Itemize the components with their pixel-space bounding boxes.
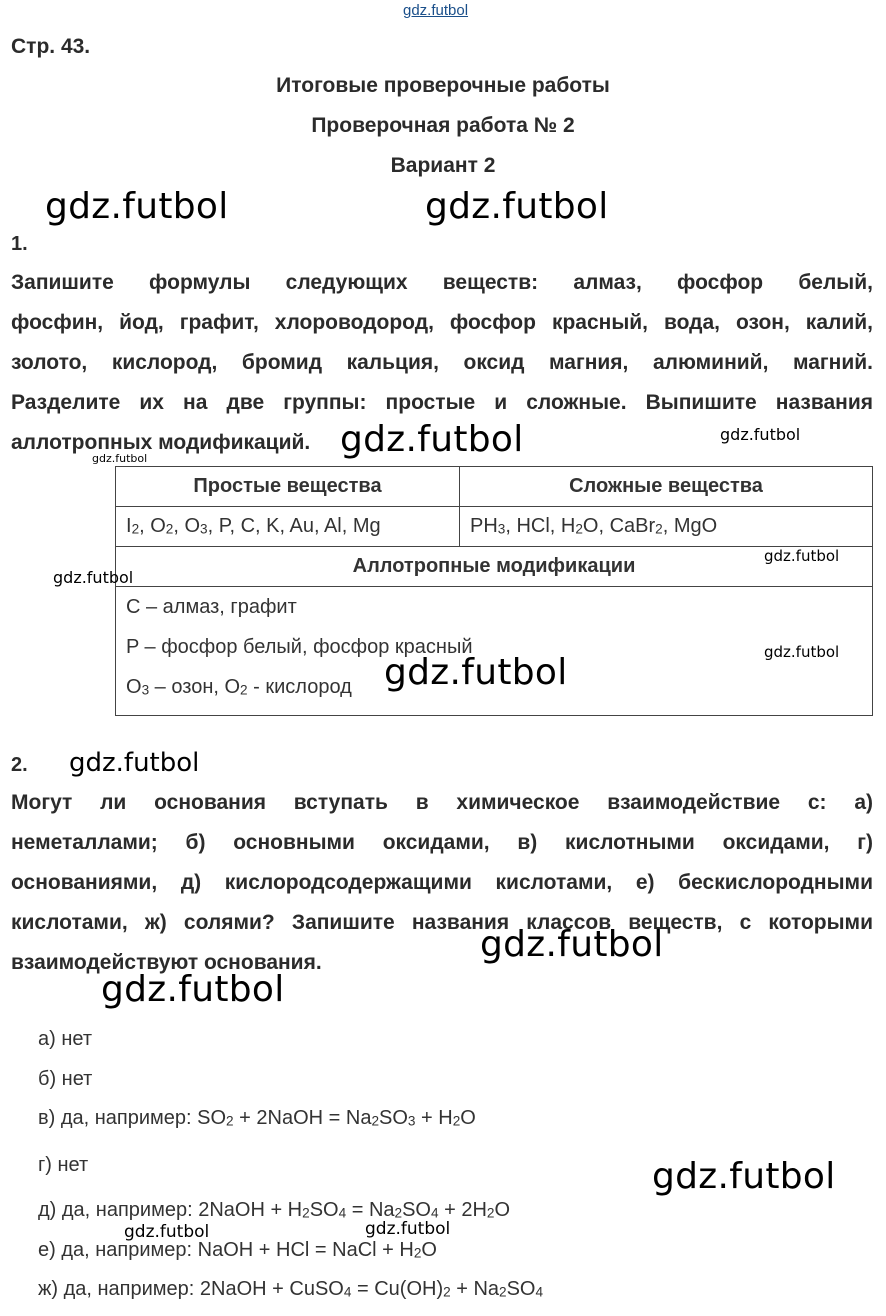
task2-text-line: неметаллами; б) основными оксидами, в) кислотными оксидами, г): [11, 831, 873, 854]
page-number-label: Стр. 43.: [11, 35, 91, 58]
allotropes-header: Аллотропные модификации: [116, 547, 873, 587]
watermark: gdz.futbol: [69, 748, 200, 778]
watermark: gdz.futbol: [764, 547, 840, 565]
allotrope-line: P – фосфор белый, фосфор красный: [126, 636, 473, 658]
watermark-top-link[interactable]: gdz.futbol: [403, 2, 469, 19]
table-row: [116, 507, 873, 547]
watermark: gdz.futbol: [45, 186, 229, 227]
task1-text-line: Разделите их на две группы: простые и сложные. Выпишите названия: [11, 391, 873, 414]
answer-line: г) нет: [38, 1154, 89, 1176]
answer-line: д) да, например: 2NaOH + $H_2SO_4 = Na_2SO_4 + 2H_2O$: [38, 1199, 511, 1221]
table-row: [116, 547, 873, 587]
allotrope-line: $O_3$ – озон, $O_2$ - кислород: [126, 676, 352, 698]
task1-text-line: аллотропных модификаций.: [11, 431, 311, 454]
allotrope-line: C – алмаз, графит: [126, 596, 297, 618]
task2-text-line: Могут ли основания вступать в химическое взаимодействие с: а): [11, 791, 873, 814]
task2-number: 2.: [11, 754, 28, 776]
watermark: gdz.futbol: [384, 652, 568, 693]
task2-text-line: основаниями, д) кислородсодержащими кислотами, е) бескислородными: [11, 871, 873, 894]
heading-variant: Вариант 2: [390, 154, 496, 177]
task2-text-line: кислотами, ж) солями? Запишите названия классов веществ, с которыми: [11, 911, 873, 934]
watermark: gdz.futbol: [720, 425, 801, 444]
complex-substances-cell: $PH_3$, HCl, $H_2O$, CaBr$_2$, MgO: [460, 507, 873, 547]
watermark: gdz.futbol: [53, 568, 134, 587]
answer-line: б) нет: [38, 1068, 93, 1090]
watermark: gdz.futbol: [480, 924, 664, 965]
simple-substances-cell: $I_2$, $O_2$, $O_3$, P, C, K, Au, Al, Mg: [116, 507, 460, 547]
task1-text-line: золото, кислород, бромид кальция, оксид магния, алюминий, магний.: [11, 351, 873, 374]
column-header-simple: Простые вещества: [116, 467, 460, 507]
answer-line: в) да, например: $SO_2$ + 2NaOH = $Na_2SO_3 + H_2O$: [38, 1107, 476, 1129]
watermark: gdz.futbol: [365, 1219, 451, 1239]
watermark: gdz.futbol: [92, 452, 148, 465]
task1-number: 1.: [11, 233, 28, 255]
answer-line: ж) да, например: 2NaOH + CuSO$_4$ = $Cu(OH)_2 + Na_2SO_4$: [38, 1278, 544, 1300]
watermark: gdz.futbol: [652, 1156, 836, 1197]
table-row: [116, 587, 873, 716]
heading-test-number: Проверочная работа № 2: [311, 114, 575, 137]
watermark: gdz.futbol: [340, 419, 524, 460]
table-row: [116, 467, 873, 507]
answer-line: а) нет: [38, 1028, 93, 1050]
answer-line: е) да, например: NaOH + HCl = NaCl + $H_2O$: [38, 1239, 437, 1261]
heading-final-works: Итоговые проверочные работы: [276, 74, 610, 97]
task1-text-line: Запишите формулы следующих веществ: алмаз, фосфор белый,: [11, 271, 873, 294]
task2-text-line: взаимодействуют основания.: [11, 951, 322, 974]
column-header-complex: Сложные вещества: [460, 467, 873, 507]
watermark: gdz.futbol: [101, 969, 285, 1010]
watermark: gdz.futbol: [425, 186, 609, 227]
watermark: gdz.futbol: [124, 1222, 210, 1242]
allotropes-cell: [116, 587, 873, 716]
task1-text-line: фосфин, йод, графит, хлороводород, фосфор красный, вода, озон, калий,: [11, 311, 873, 334]
watermark: gdz.futbol: [764, 643, 840, 661]
